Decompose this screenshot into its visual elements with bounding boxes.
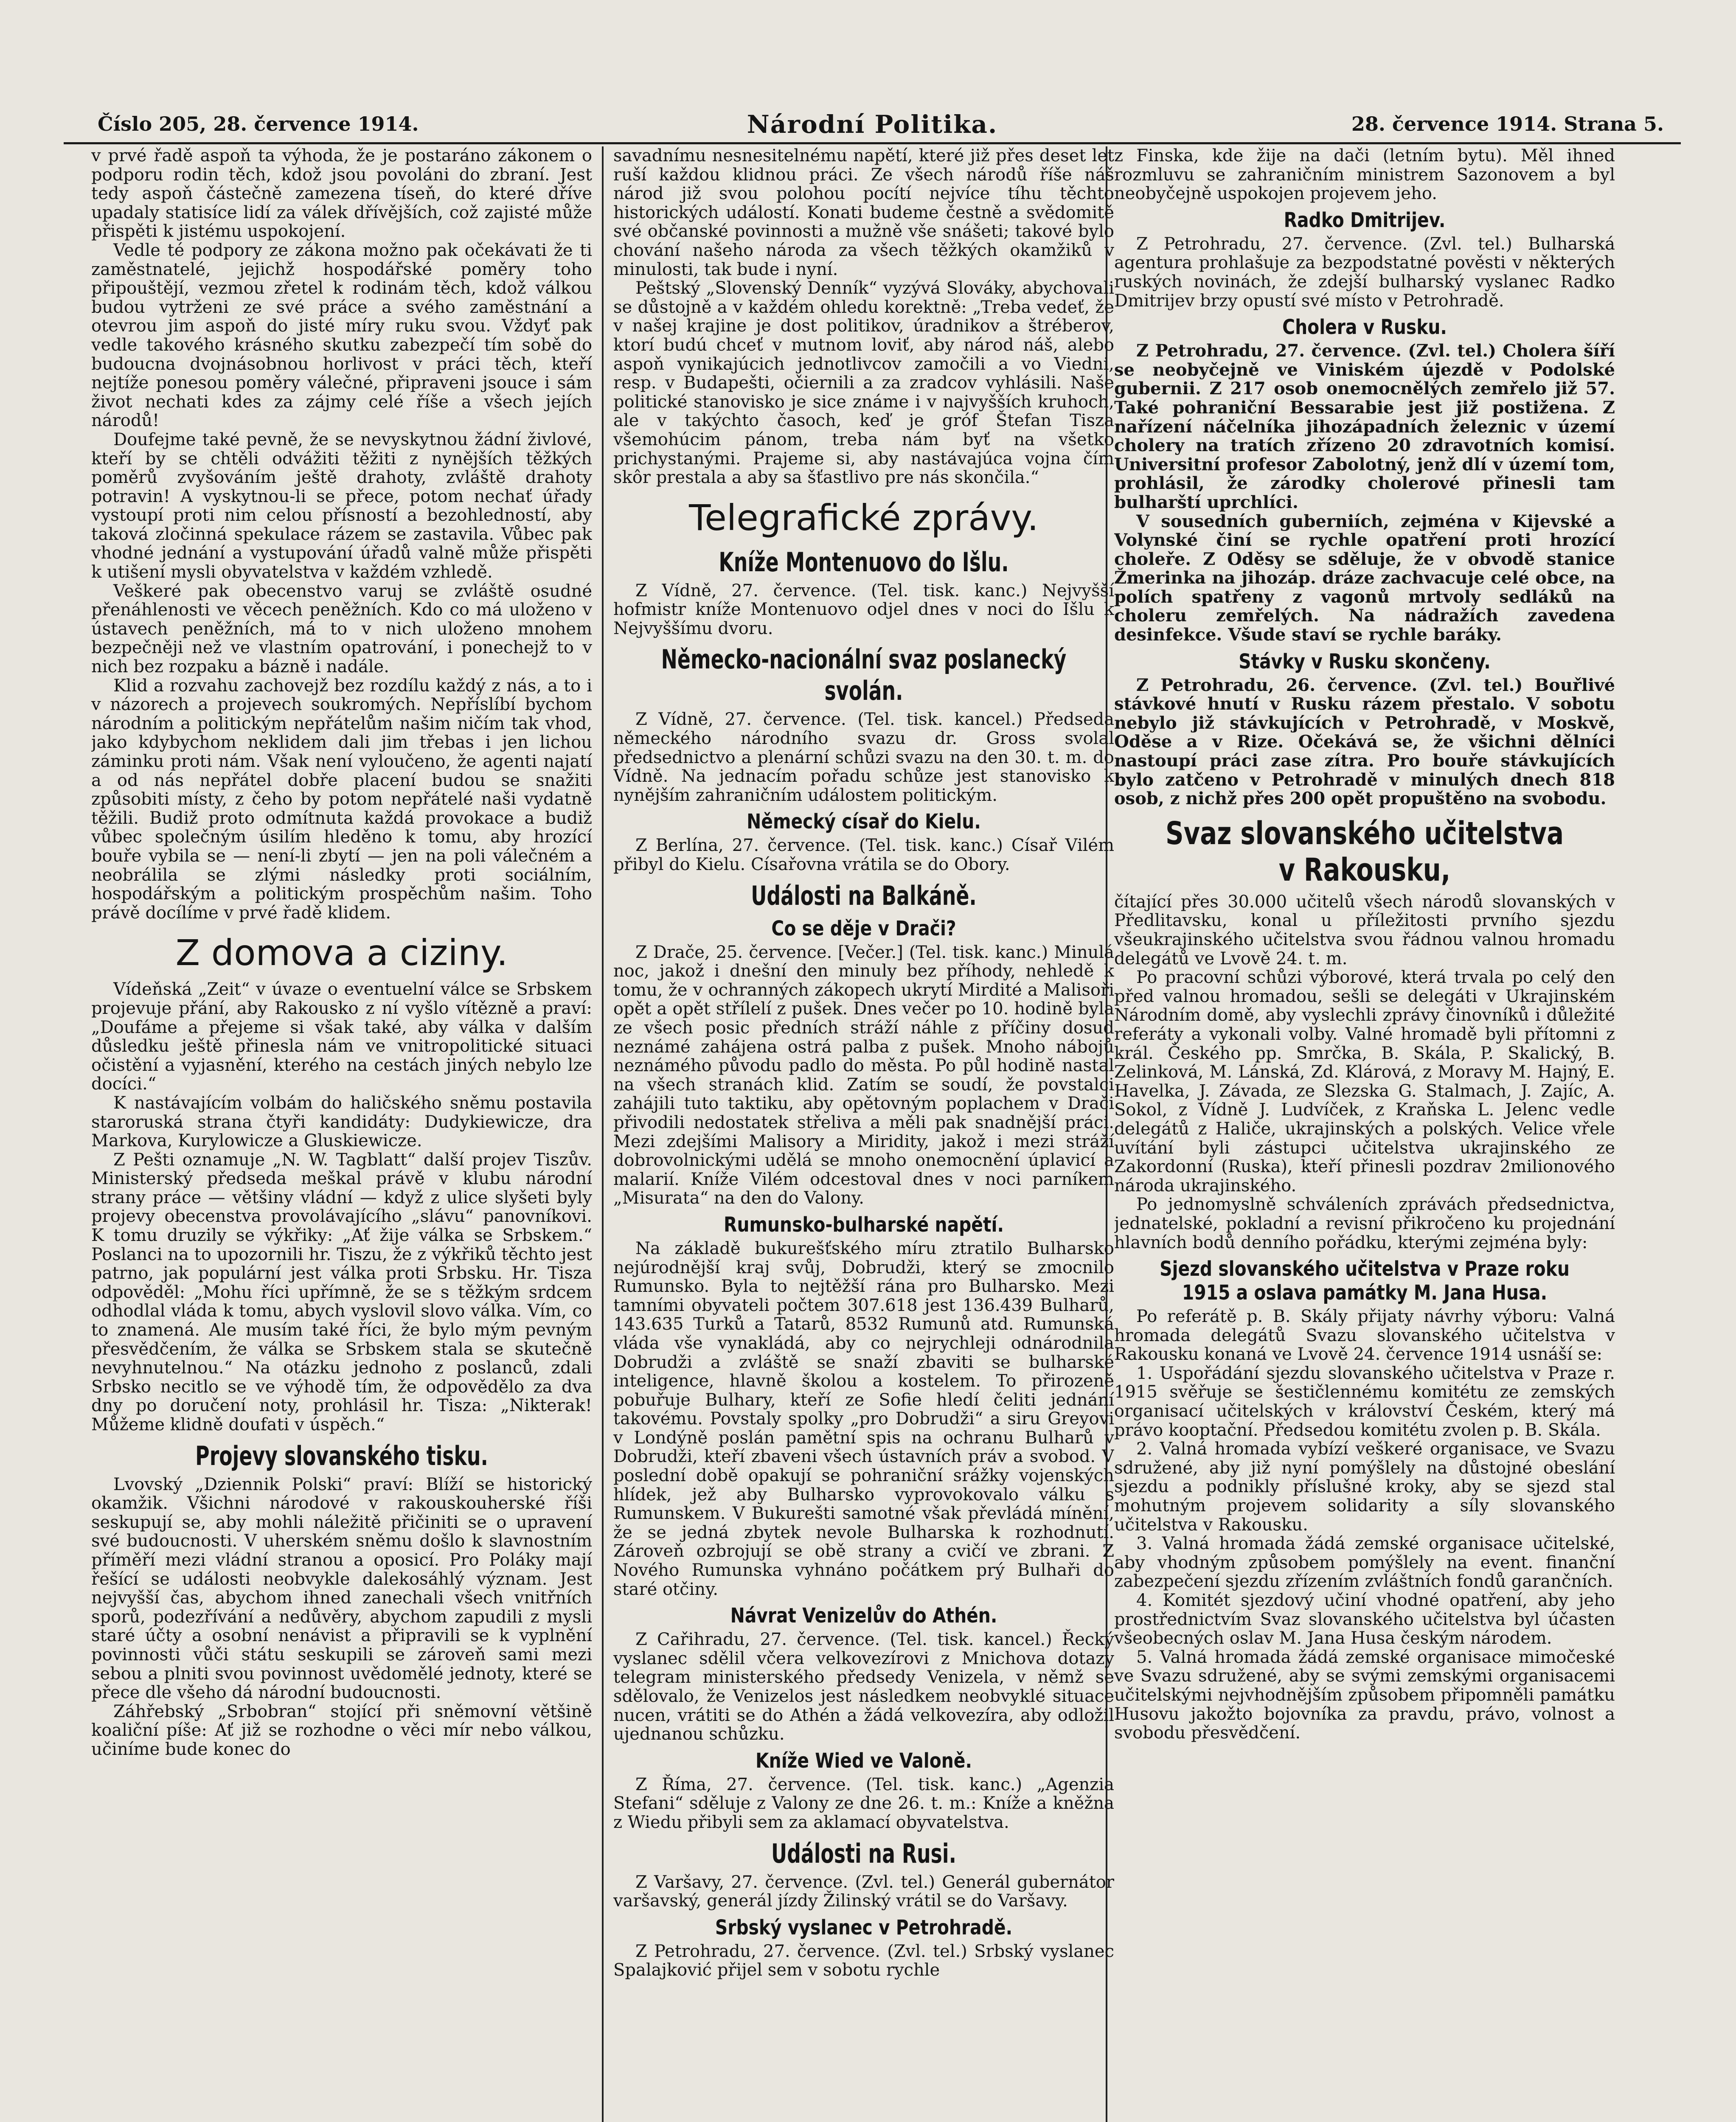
article-heading: Kníže Montenuovo do Išlu. bbox=[719, 546, 1009, 578]
date-page-info: 28. července 1914. Strana 5. bbox=[1351, 112, 1664, 135]
article-subheading: Srbský vyslanec v Petrohradě. bbox=[715, 1915, 1013, 1940]
article-heading: Německo-nacionální svaz poslanecký svolán. bbox=[661, 644, 1067, 707]
article-subheading: Návrat Venizelův do Athén. bbox=[730, 1604, 997, 1628]
column-2 bbox=[613, 146, 1114, 2122]
article-paragraph: 2. Valná hromada vybízí veškeré organisace, ve Svazu sdružené, aby již nyní pomýšlely na důstojné obeslání sjezdu a podnikly příslušné kroky, aby se sjezd stal mohutným projevem solidarity a síly slovanského učitelstva v Rakousku. bbox=[1114, 1439, 1615, 1535]
article-paragraph: Z Berlína, 27. července. (Tel. tisk. kanc.) Císař Vilém přibyl do Kielu. Císařovna vrátila se do Obory. bbox=[613, 836, 1114, 875]
article-paragraph: Lvovský „Dziennik Polski“ praví: Blíží se historický okamžik. Všichni národové v rakouskouherské říši seskupují se, aby mohli náležitě přičiniti se o upravení své budoucnosti. V uherském sněmu došlo k slavnostním příměří mezi vládní stranou a oposicí. Pro Poláky mají řešící se události neobvykle dalekosáhlý význam. Jest nejvyšší čas, abychom ihned zanechali všech vnitřních sporů, podezřívání a nedůvěry, abychom zapudili z mysli staré účty a osobní nenávist a připravili se k vyplnění povinnosti vůči státu seskupili se zároveň sami mezi sebou a plniti svou povinnost uvědomělé jednoty, které se přece dle všeho dá národní budoucnosti. bbox=[91, 1474, 592, 1703]
article-paragraph: Z Varšavy, 27. července. (Zvl. tel.) Generál gubernátor varšavský, generál jízdy Žilinský vrátil se do Varšavy. bbox=[613, 1872, 1114, 1911]
article-heading: Německý císař do Kielu. bbox=[747, 810, 981, 834]
section-heading: Telegrafické zprávy. bbox=[689, 497, 1039, 539]
article-paragraph: Z Petrohradu, 27. července. (Zvl. tel.) Bulharská agentura prohlašuje za bezpodstatné pověsti v některých ruských novinách, že zdejší bulharský vyslanec Radko Dmitrijev brzy opustí své místo v Petrohradě. bbox=[1114, 234, 1615, 311]
column-rule bbox=[602, 146, 604, 2122]
article-paragraph: Z Petrohradu, 27. července. (Zvl. tel.) Srbský vyslanec Spalajković přijel sem v sobotu rychle bbox=[613, 1941, 1114, 1980]
issue-info: Číslo 205, 28. července 1914. bbox=[98, 112, 419, 135]
article-paragraph: Vedle té podpory ze zákona možno pak očekávati že ti zaměstnatelé, jejichž hospodářské poměry toho připouštějí, vezmou zřetel k rodinám těch, kdož válkou budou vytrženi ze své práce a svého zaměstnání a otevrou jim aspoň do jisté míry ruku svou. Vždyť pak vedle takového krásného skutku zabezpečí tím sobě do budoucna dvojnásobnou horlivost v práci těch, kteří nejtíže ponesou poměry válečné, připraveni jsouce i sám život nechati kdes za zájmy celé říše a všech jejích národů! bbox=[91, 240, 592, 431]
article-paragraph: Záhřebský „Srbobran“ stojící při sněmovní většině koaliční píše: Ať již se rozhodne o věci mír nebo válkou, učiníme bude konec do bbox=[91, 1701, 592, 1759]
article-subheading: Rumunsko-bulharské napětí. bbox=[724, 1213, 1004, 1237]
article-paragraph: Z Vídně, 27. července. (Tel. tisk. kanc.) Nejvyšší hofmistr kníže Montenuovo odjel dnes v noci do Išlu k Nejvyššímu dvoru. bbox=[613, 581, 1114, 638]
article-heading: Události na Balkáně. bbox=[751, 880, 977, 911]
article-subheading: Co se děje v Drači? bbox=[771, 916, 956, 940]
section-heading: Z domova a ciziny. bbox=[175, 932, 508, 974]
article-paragraph: Z Petrohradu, 27. července. (Zvl. tel.) Cholera šíří se neobyčejně ve Viniském újezdě v Podolské gubernii. Z 217 osob onemocnělých zemřelo již 57. Také pohraniční Bessarabie jest již postižena. Z nařízení náčelníka jihozápadních železnic v území cholery na tratích zřízeno 20 zdravotních komisí. Universitní profesor Zabolotný, jenž dlí v území tom, prohlásil, že zárodky cholerové přinesli tam bulharští uprchlíci. bbox=[1114, 341, 1615, 512]
article-paragraph: 1. Uspořádání sjezdu slovanského učitelstva v Praze r. 1915 svěřuje se šestičlennému komitétu ze zemských organisací učitelských v království Českém, který má právo kooptační. Předsedou komitétu zvolen p. B. Skála. bbox=[1114, 1363, 1615, 1440]
page-header bbox=[64, 112, 1681, 144]
article-paragraph: Z Petrohradu, 26. července. (Zvl. tel.) Bouřlivé stávkové hnutí v Rusku rázem přestalo. V sobotu nebylo již stávkujících v Petrohradě, v Moskvě, Oděse a v Rize. Očekává se, že všichni dělníci nastoupí práci zase zítra. Pro bouře stávkujících bylo zatčeno v Petrohradě v minulých dnech 818 osob, z nichž přes 200 opět propuštěno na svobodu. bbox=[1114, 675, 1615, 809]
article-paragraph: v prvé řadě aspoň ta výhoda, že je postaráno zákonem o podporu rodin těch, kdož jsou povoláni do zbraní. Jest tedy aspoň částečně zamezena tíseň, do které dříve upadaly statisíce lidí za válek dřívějších, což zajisté může přispěti k jistému uspokojení. bbox=[91, 146, 592, 241]
article-paragraph: 5. Valná hromada žádá zemské organisace mimočeské ve Svazu sdružené, aby se svými zemskými organisacemi učitelskými nejvhodnějším způsobem připomněli památku Husovu jakožto bojovníka za pravdu, právo, volnost a svobodu přesvědčení. bbox=[1114, 1647, 1615, 1743]
article-paragraph: 3. Valná hromada žádá zemské organisace učitelské, aby vhodným způsobem pomýšlely na event. finanční zabezpečení sjezdu zřízením zvláštních fondů garančních. bbox=[1114, 1534, 1615, 1592]
article-paragraph: Z Říma, 27. července. (Tel. tisk. kanc.) „Agenzia Stefani“ sděluje z Valony ze dne 26. t. m.: Kníže a kněžna z Wiedu přibyli sem za aklamací obyvatelstva. bbox=[613, 1774, 1114, 1832]
article-paragraph: savadnímu nesnesitelnému napětí, které již přes deset let ruší každou klidnou práci. Ze všech národů říše náš národ již svou polohou pocítí nejvíce tíhu těchto historických událostí. Konati budeme čestně a svědomitě své občanské povinnosti a mužně vše snášeti; takové bylo chování našeho národa za všech těžkých okamžiků v minulosti, tak bude i nyní. bbox=[613, 146, 1114, 279]
article-paragraph: čítající přes 30.000 učitelů všech národů slovanských v Předlitavsku, konal u příležitosti prvního sjezdu všeukrajinského učitelstva svou řádnou valnou hromadu delegátů ve Lvově 24. t. m. bbox=[1114, 892, 1615, 968]
article-heading: Události na Rusi. bbox=[771, 1838, 956, 1869]
article-paragraph: 4. Komitét sjezdový učiní vhodné opatření, aby jeho prostřednictvím Svaz slovanského učitelstva byl účasten všeobecných oslav M. Jana Husa českým národem. bbox=[1114, 1591, 1615, 1648]
article-paragraph: Z Pešti oznamuje „N. W. Tagblatt“ další projev Tiszův. Ministerský předseda meškal právě v klubu národní strany práce — většiny vládní — když z ulice slyšeti byly projevy obecenstva provolávajícího „slávu“ panovníkovi. K tomu druzily se výkřiky: „Ať žije válka se Srbskem.“ Poslanci na to upozornili hr. Tiszu, že z výkřiků těchto jest patrno, jak populární jest válka proti Srbsku. Hr. Tisza odpověděl: „Mohu říci upřímně, že se s těžkým srdcem odhodlal vláda k tomu, abych vyslovil slovo válka. Vím, co to znamená. Ale musím také říci, že bylo mým pevným přesvědčením, že válka se Srbskem stala se skutečně nevyhnutelnou.“ Na otázku jednoho z poslanců, zdali Srbsko necitlo se ve výhodě tím, že odpovědělo za dva dny po doručení noty, prohlásil hr. Tisza: „Nikterak! Můžeme klidně doufati v úspěch.“ bbox=[91, 1150, 592, 1434]
article-heading: Stávky v Rusku skončeny. bbox=[1239, 649, 1491, 674]
masthead-title: Národní Politika. bbox=[747, 110, 998, 139]
article-heading: Svaz slovanského učitelstva v Rakousku, bbox=[1165, 815, 1564, 888]
article-paragraph: V sousedních guberniích, zejména v Kijevské a Volynské činí se rychle opatření proti hrozící choleře. Z Oděsy se sděluje, že v obvodě stanice Žmerinka na jihozáp. dráze zachvacuje celé obce, na polích spatřeny z vagonů mrtvoly sedláků na choleru zemřelých. Na nádražích zavedena desinfekce. Všude staví se rychle baráky. bbox=[1114, 511, 1615, 645]
article-paragraph: Vídeňská „Zeit“ v úvaze o eventuelní válce se Srbskem projevuje přání, aby Rakousko z ní vyšlo vítězně a praví: „Doufáme a přejeme si však také, aby válka v dalším důsledku ještě přinesla nám ve vnitropolitické situaci očistění a vyjasnění, kterého na cestách jiných nebylo lze docíci.“ bbox=[91, 980, 592, 1094]
article-subheading: Kníže Wied ve Valoně. bbox=[756, 1749, 972, 1773]
article-subheading: Sjezd slovanského učitelstva v Praze roku 1915 a oslava památky M. Jana Husa. bbox=[1160, 1257, 1570, 1305]
article-paragraph: Z Vídně, 27. července. (Tel. tisk. kancel.) Předseda německého národního svazu dr. Gross svolal předsednictvo a plenární schůzi svazu na den 30. t. m. do Vídně. Na jednacím pořadu schůze jest stanovisko k nynějším zahraničním událostem politickým. bbox=[613, 710, 1114, 805]
article-paragraph: Z Cařihradu, 27. července. (Tel. tisk. kancel.) Řecký vyslanec sdělil včera velkovezírovi z Mnichova dotazy telegram ministerského předsedy Venizela, v němž se sdělovalo, že Venizelos jest následkem neobvyklé situace nucen, vrátiti se do Athén a žádá velkovezíra, aby odložil ujednanou schůzku. bbox=[613, 1630, 1114, 1744]
article-paragraph: Klid a rozvahu zachovejž bez rozdílu každý z nás, a to i v názorech a projevech soukromých. Nepříslíbí bychom národním a politickým nepřátelům našim ničím tak vhod, jako kdybychom neklidem dali jim třebas i jen lichou záminku proti nám. Však není vyloučeno, že agenti najatí a od nás nepřátel dobře placení budou se snažiti způsobiti místy, z čeho by potom nepřátelé naši vydatně těžili. Budiž proto odmítnuta každá provokace a budiž vůbec společným úsilím hleděno k tomu, aby hrozící bouře vybila se — není-li zbytí — jen na poli válečném a neobrálila se zlými následky proti sociálním, hospodářským a politickým prospěchům našim. Toho právě docílíme v prvé řadě klidem. bbox=[91, 676, 592, 923]
article-paragraph: Na základě bukurešťského míru ztratilo Bulharsko nejúrodnější kraj svůj, Dobrudži, který se zmocnilo Rumunsko. Byla to nejtěžší rána pro Bulharsko. Mezi tamními obyvateli počtem 307.618 jest 136.439 Bulharů, 143.635 Turků a Tatarů, 8532 Rumunů atd. Rumunská vláda vše vynakládá, aby co nejrychleji odnárodnila Dobrudži a zvláště se snaží zbaviti se bulharské inteligence, hlavně školou a kostelem. To přirozeně pobuřuje Bulhary, kteří ze Sofie hledí čeliti jednání takovému. Povstaly spolky „pro Dobrudži“ a siru Greyovi v Londýně poslán pamětní spis na ochranu Bulharů v Dobrudži, kteří zbaveni všech ústavních práv a svobod. V poslední době opakují se pohraniční srážky vojenských hlídek, jež aby Bulharsko vyprovokovalo válku s Rumunskem. V Bukurešti samotné však převládá mínění, že se jedná zbytek nevole Bulharska k rozhodnutí. Zároveň ozbrojují se obě strany a cvičí ve zbrani. Z Nového Rumunska vyhnáno počátkem prý Bulhaři do staré otčiny. bbox=[613, 1238, 1114, 1599]
article-paragraph: z Finska, kde žije na dači (letním bytu). Měl ihned rozmluvu se zahraničním ministrem Sazonovem a byl neobyčejně uspokojen projevem jeho. bbox=[1114, 146, 1615, 204]
article-heading: Cholera v Rusku. bbox=[1282, 315, 1447, 340]
article-paragraph: Po pracovní schůzi výborové, která trvala po celý den před valnou hromadou, sešli se delegáti v Ukrajinském Národním domě, aby vyslechli zprávy činovníků i důležité referáty a vykonali volby. Valné hromadě byli přítomni z král. Českého pp. Smrčka, B. Skála, P. Skalický, B. Zelinková, M. Lánská, Zd. Klárová, z Moravy M. Hajný, E. Havelka, J. Závada, ze Slezska G. Stalmach, J. Zajíc, A. Sokol, z Vídně J. Ludvíček, z Kraňska L. Jelenc vedle delegátů z Haliče, ukrajinských a polských. Velice vřele uvítání byli zástupci učitelstva ukrajinského ze Zakordonní (Ruska), kteří přinesli pozdrav 2milionového národa ukrajinského. bbox=[1114, 968, 1615, 1196]
article-heading: Projevy slovanského tisku. bbox=[195, 1440, 488, 1471]
article-paragraph: Po jednomyslně schváleních zprávách předsednictva, jednatelské, pokladní a revisní přikročeno ku projednání hlavních bodů denního pořádku, kterými zejména byly: bbox=[1114, 1195, 1615, 1252]
article-paragraph: Peštský „Slovenský Denník“ vyzývá Slováky, abychovali se důstojně a v každém ohledu korektně: „Treba vedeť, že v našej krajine je dost politikov, úradnikov a štréberov, ktorí budú chceť v mutnom loviť, aby národ náš, alebo aspoň vynikajúcich jednotlivcov zamočili a vo Viedni, resp. v Budapešti, očiernili a za zradcov vyhlásili. Naše politické stanovisko je sice známe i v najvyšších kruhoch, ale v takýchto časoch, keď je gróf Štefan Tisza všemohúcim pánom, treba nám byť na všetko prichystanými. Prajeme si, aby nastávajúca vojna čím skôr prestala a aby sa šťastlivo pre nás skončila.“ bbox=[613, 278, 1114, 488]
column-3 bbox=[1114, 146, 1615, 2122]
article-paragraph: Po referátě p. B. Skály přijaty návrhy výboru: Valná hromada delegátů Svazu slovanského učitelstva v Rakousku konaná ve Lvově 24. července 1914 usnáší se: bbox=[1114, 1307, 1615, 1364]
article-paragraph: Veškeré pak obecenstvo varuj se zvláště osudné přenáhlenosti ve věcech peněžních. Kdo co má uloženo v ústavech peněžních, má to v nich uloženo mnohem bezpečněji než ve vlastním opatrování, i ponechejž to v nich bez rozpaku a bázně i nadále. bbox=[91, 581, 592, 677]
article-paragraph: Doufejme také pevně, že se nevyskytnou žádní živlové, kteří by se chtěli odvážiti těžiti z nynějších těžkých poměrů zvyšováním ještě drahoty, zvláště drahoty potravin! A vyskytnou-li se přece, potom nechať úřady vystoupí proti nim celou přísností a bezohledností, aby taková zločinná spekulace rázem se zastavila. Vůbec pak vhodné jednání a vystupování úřadů valně může přispěti k utišení mysli obyvatelstva v každém vzhledě. bbox=[91, 429, 592, 582]
article-heading: Radko Dmitrijev. bbox=[1284, 208, 1446, 232]
article-paragraph: K nastávajícím volbám do haličského sněmu postavila staroruská strana čtyři kandidáty: Dudykiewicze, dra Markova, Kurylowicze a Gluskiewicze. bbox=[91, 1093, 592, 1151]
column-1 bbox=[91, 146, 592, 2122]
article-paragraph: Z Drače, 25. července. [Večer.] (Tel. tisk. kanc.) Minulá noc, jakož i dnešní den minuly bez příhody, nehledě k tomu, že v ochranných zákopech ukrytí Mirdité a Malisoři opět a opět střílelí z pušek. Dnes večer po 10. hodině byla ze všech posic předních stráží náhle z příčiny dosud neznámé zahájena ostrá palba z pušek. Mnoho nábojů neznámého původu padlo do města. Po půl hodině nastal na všech stranách klid. Zatím se soudí, že povstalci zahájili tuto taktiku, aby opětovným poplachem v Drači přivodili nedostatek střeliva a měli pak snadnější práci. Mezi zdejšími Malisory a Miridity, jakož i mezi stráží dobrovolnickými udělá se mnoho onemocnění úplavicí a malarií. Kníže Vilém odcestoval dnes v noci parníkem „Misurata“ na den do Valony. bbox=[613, 942, 1114, 1208]
